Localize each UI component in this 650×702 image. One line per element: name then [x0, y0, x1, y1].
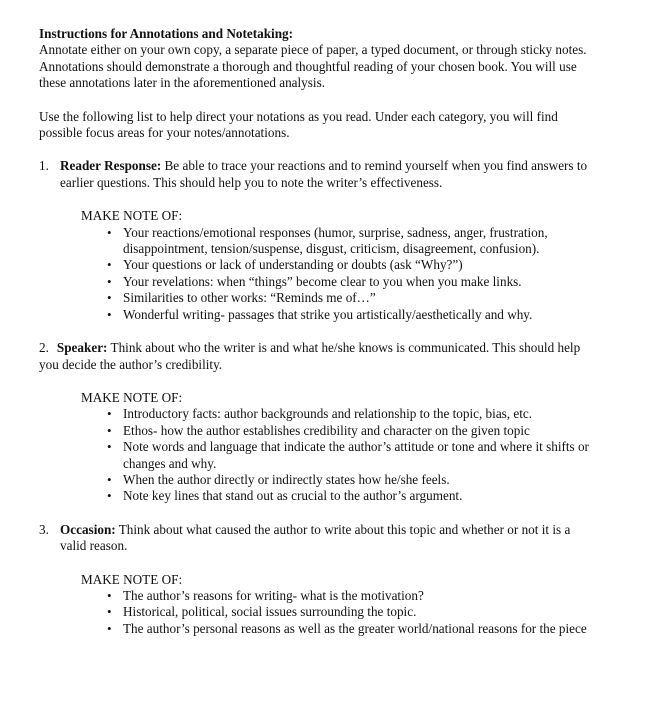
note-heading: MAKE NOTE OF: [81, 208, 183, 224]
list-item: • Similarities to other works: “Reminds me of…” [123, 290, 599, 306]
section-reader-response [39, 158, 599, 191]
list-item: • Introductory facts: author backgrounds and relationship to the topic, bias, etc. [123, 406, 599, 422]
section-label: Speaker: [56, 340, 108, 356]
section-label: Occasion: [60, 521, 116, 537]
bullet-list [39, 225, 599, 323]
intro-paragraph: Annotate either on your own copy, a separate piece of paper, a typed document, or through sticky notes. Annotations should demonstrate a thorough and thoughtful reading of your chosen book. You will use these annotations later in the aforementioned analysis. [39, 42, 587, 91]
bullet-list [39, 588, 599, 637]
list-item: • Your reactions/emotional responses (humor, surprise, sadness, anger, frustration, disappointment, tension/suspense, disgust, criticism, disagreement, confusion). [123, 225, 599, 258]
section-text: Think about who the writer is and what he/she knows is communicated. This should help you decide the author’s credibility. [39, 340, 581, 372]
section-number: 1. [39, 158, 49, 174]
list-item: • The author’s reasons for writing- what is the motivation? [123, 588, 599, 604]
document-heading: Instructions for Annotations and Notetaking: [39, 26, 294, 41]
section-speaker [39, 340, 599, 373]
bullet-list [39, 406, 599, 504]
section-number: 3. [39, 521, 49, 537]
list-item: • Ethos- how the author establishes credibility and character on the given topic [123, 423, 599, 439]
note-heading: MAKE NOTE OF: [81, 389, 183, 405]
list-item: • When the author directly or indirectly states how he/she feels. [123, 472, 599, 488]
section-label: Reader Response: [60, 158, 162, 174]
list-item: • Wonderful writing- passages that strike you artistically/aesthetically and why. [123, 307, 599, 323]
list-item: • Your revelations: when “things” become clear to you when you make links. [123, 274, 599, 290]
list-item: • Note key lines that stand out as crucial to the author’s argument. [123, 488, 599, 504]
section-text: Think about what caused the author to write about this topic and whether or not it is a valid reason. [60, 521, 571, 554]
section-text: Be able to trace your reactions and to remind yourself when you find answers to earlier questions. This should help you to note the writer’s effectiveness. [60, 158, 588, 190]
section-number: 2. [39, 340, 49, 356]
list-intro-paragraph: Use the following list to help direct your notations as you read. Under each category, you will find possible focus areas for your notes/annotations. [39, 108, 558, 141]
section-body [60, 522, 599, 555]
list-item: • Your questions or lack of understanding or doubts (ask “Why?”) [123, 257, 599, 273]
section-body [39, 340, 599, 373]
note-heading: MAKE NOTE OF: [81, 571, 183, 587]
list-item: • Historical, political, social issues surrounding the topic. [123, 604, 599, 620]
list-item: • The author’s personal reasons as well as the greater world/national reasons for the piece [123, 621, 599, 637]
section-body [60, 158, 599, 191]
section-occasion [39, 522, 599, 555]
document-page [39, 26, 599, 637]
list-item: • Note words and language that indicate the author’s attitude or tone and where it shifts or changes and why. [123, 439, 599, 472]
